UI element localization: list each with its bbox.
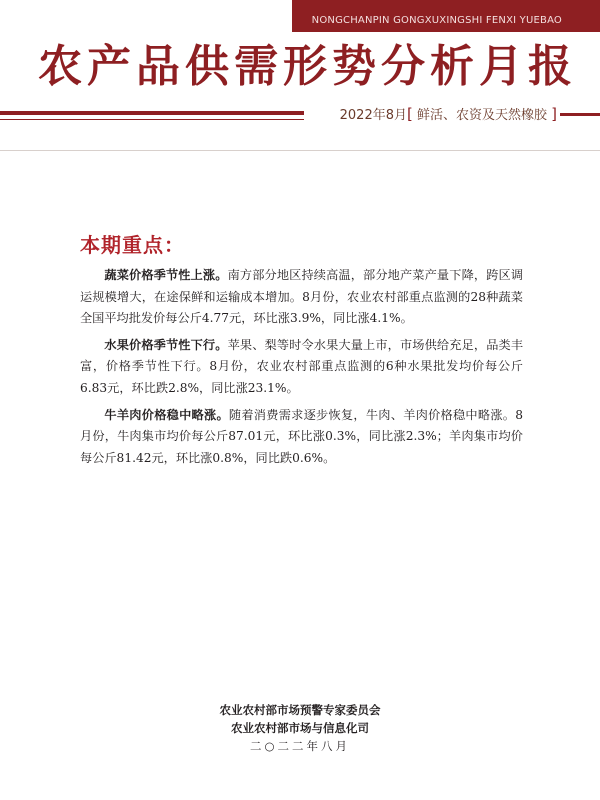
- paragraph-vegetables: [80, 265, 523, 330]
- paragraph-beef-mutton: [80, 405, 523, 470]
- section-title: 本期重点：: [80, 233, 185, 257]
- header-rule-thick: [0, 111, 304, 115]
- issue-date: 2022年8月: [339, 108, 407, 123]
- paragraph-lead: 牛羊肉价格稳中略涨。: [104, 407, 229, 422]
- paragraph-body: 南方部分地区持续高温，部分地产菜产量下降，跨区调运规模增大，在途保鲜和运输成本增加。8月份，农业农村部重点监测的28种蔬菜全国平均批发价每公斤4.77元，环比涨3.9%，同比涨4.1%。: [80, 268, 524, 326]
- issue-topic: 鲜活、农资及天然橡胶: [416, 108, 547, 123]
- paragraph-body: 随着消费需求逐步恢复，牛肉、羊肉价格稳中略涨。8月份，牛肉集市均价每公斤87.01元，环比涨0.3%，同比涨2.3%；羊肉集市均价每公斤81.42元，环比涨0.8%，同比跌0.6%。: [80, 407, 523, 465]
- highlights-content: [80, 265, 523, 474]
- report-title: 农产品供需形势分析月报: [38, 41, 577, 92]
- header-divider: [0, 150, 600, 151]
- paragraph-lead: 水果价格季节性下行。: [104, 337, 228, 352]
- issue-info: [305, 104, 557, 126]
- paragraph-fruits: [80, 335, 523, 400]
- header-rule-thin: [0, 119, 304, 120]
- paragraph-lead: 蔬菜价格季节性上涨。: [104, 268, 228, 282]
- header-rule-right: [560, 113, 600, 116]
- footer: [150, 701, 450, 755]
- header-band: [292, 0, 600, 32]
- footer-org-department: 农业农村部市场与信息化司: [231, 721, 369, 735]
- bracket-close: ]: [551, 105, 557, 123]
- paragraph-body: 苹果、梨等时令水果大量上市，市场供给充足，品类丰富，价格季节性下行。8月份，农业农村部重点监测的6种水果批发均价每公斤6.83元，环比跌2.8%，同比涨23.1%。: [80, 337, 524, 395]
- bracket-open: [: [406, 105, 413, 123]
- footer-date: 二○二二年八月: [249, 739, 351, 753]
- header-pinyin: NONGCHANPIN GONGXUXINGSHI FENXI YUEBAO: [311, 15, 562, 26]
- footer-org-committee: 农业农村部市场预警专家委员会: [219, 703, 381, 717]
